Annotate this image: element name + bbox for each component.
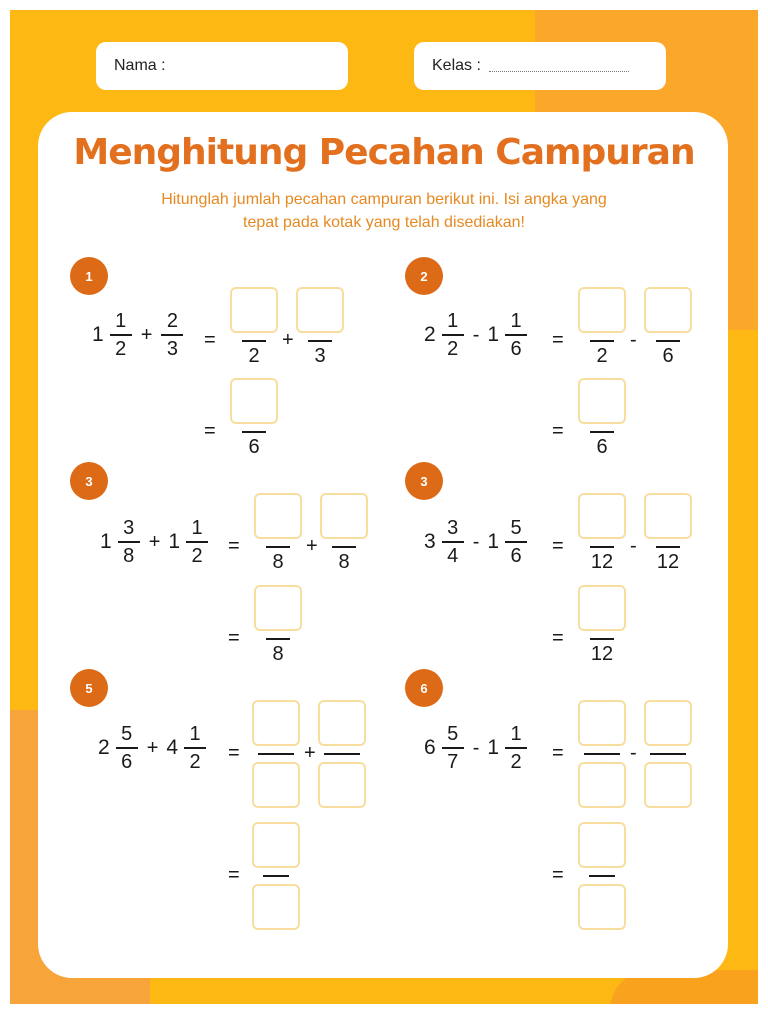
problem-5-result-fraction-line	[263, 875, 289, 877]
problem-6-answer-den-box-1[interactable]	[578, 762, 626, 808]
problem-4-answer-operator: -	[630, 535, 637, 557]
problem-6-term1-denominator: 7	[447, 751, 459, 773]
class-field[interactable]	[414, 42, 666, 90]
problem-4-term1-denominator: 4	[447, 545, 459, 567]
problem-3-answer-fraction-line-2	[332, 546, 356, 548]
problem-5-term2-fraction-bar	[184, 747, 206, 749]
instructions-line-1: Hitunglah jumlah pecahan campuran berikut ini. Isi angka yang	[161, 191, 607, 208]
problem-2-answer-operator: -	[630, 329, 637, 351]
problem-3-result-fraction-line	[266, 638, 290, 640]
problem-5-term2-fraction	[183, 723, 207, 773]
problem-3-answer-fraction-line-1	[266, 546, 290, 548]
problem-3-answer-denominator-2: 8	[338, 551, 350, 573]
problem-2-result-equals-sign: =	[552, 420, 564, 442]
problem-5-term1-denominator: 6	[121, 751, 133, 773]
problem-3-term1-numerator: 3	[123, 517, 135, 539]
problem-6-term1-fraction	[441, 723, 465, 773]
problem-6-term2-denominator: 2	[510, 751, 522, 773]
problem-1-answer-fraction-line-1	[242, 340, 266, 342]
instructions-line-2: tepat pada kotak yang telah disediakan!	[243, 214, 525, 231]
problem-4-expression	[424, 517, 528, 567]
problem-3-term2-whole: 1	[168, 530, 181, 553]
problem-6-answer-box-1[interactable]	[578, 700, 626, 746]
problem-2-term1-denominator: 2	[447, 338, 459, 360]
problem-1-term2-fraction-bar	[161, 334, 183, 336]
problem-2-number-badge: 2	[405, 257, 443, 295]
problem-1-term2-denominator: 3	[166, 338, 178, 360]
problem-3-answer-box-2[interactable]	[320, 493, 368, 539]
problem-2-term1-whole: 2	[424, 323, 436, 346]
problem-1-result-equals-sign: =	[204, 420, 216, 442]
problem-3-term2-fraction-bar	[186, 541, 208, 543]
problem-6-term2-whole: 1	[487, 736, 500, 759]
problem-4-operator: -	[472, 530, 480, 553]
problem-6-result-den-box[interactable]	[578, 884, 626, 930]
problem-1-term1-denominator: 2	[115, 338, 127, 360]
problem-4-answer-box-1[interactable]	[578, 493, 626, 539]
problem-2-term2-numerator: 1	[510, 310, 522, 332]
class-label: Kelas :	[432, 57, 481, 74]
problem-3-term2-numerator: 1	[191, 517, 203, 539]
problem-4-answer-denominator-1: 12	[590, 551, 614, 573]
name-field[interactable]	[96, 42, 348, 90]
problem-5-result-box[interactable]	[252, 822, 300, 868]
problem-2-operator: -	[472, 323, 480, 346]
problem-2-result-box[interactable]	[578, 378, 626, 424]
problem-5-answer-fraction-line-1	[258, 753, 294, 755]
problem-2-term2-fraction-bar	[505, 334, 527, 336]
problem-3-result-box[interactable]	[254, 585, 302, 631]
problem-1-answer-denominator-2: 3	[314, 345, 326, 367]
problem-3-number-badge: 3	[70, 462, 108, 500]
problem-2-term2-denominator: 6	[510, 338, 522, 360]
problem-6-term1-fraction-bar	[442, 747, 464, 749]
problem-1-term1-fraction-bar	[110, 334, 132, 336]
problem-5-term1-whole: 2	[98, 736, 110, 759]
problem-6-expression	[424, 723, 528, 773]
name-label: Nama :	[114, 57, 166, 74]
problem-5-equals-sign: =	[228, 742, 240, 764]
page-title: Menghitung Pecahan Campuran	[73, 132, 695, 173]
problem-4-answer-box-2[interactable]	[644, 493, 692, 539]
problem-5-answer-fraction-line-2	[324, 753, 360, 755]
instructions	[0, 188, 768, 234]
problem-2-expression	[424, 310, 528, 360]
problem-4-answer-denominator-2: 12	[656, 551, 680, 573]
problem-3-term1-whole: 1	[100, 530, 112, 553]
problem-5-answer-operator: +	[304, 742, 316, 764]
problem-3-term2-denominator: 2	[191, 545, 203, 567]
problem-4-number-badge: 3	[405, 462, 443, 500]
problem-3-term1-fraction-bar	[118, 541, 140, 543]
problem-6-answer-fraction-line-1	[584, 753, 620, 755]
problem-5-answer-box-1[interactable]	[252, 700, 300, 746]
problem-6-term2-fraction	[504, 723, 528, 773]
problem-4-answer-fraction-line-1	[590, 546, 614, 548]
problem-4-term1-fraction-bar	[442, 541, 464, 543]
problem-1-equals-sign: =	[204, 329, 216, 351]
problem-2-answer-box-2[interactable]	[644, 287, 692, 333]
problem-1-result-fraction-line	[242, 431, 266, 433]
problem-6-term1-numerator: 5	[447, 723, 459, 745]
problem-5-operator: +	[146, 736, 159, 759]
problem-3-result-equals-sign: =	[228, 627, 240, 649]
problem-5-term2-numerator: 1	[189, 723, 201, 745]
problem-1-answer-box-2[interactable]	[296, 287, 344, 333]
problem-4-result-box[interactable]	[578, 585, 626, 631]
problem-1-number-badge: 1	[70, 257, 108, 295]
problem-6-answer-fraction-line-2	[650, 753, 686, 755]
problem-2-result-denominator: 6	[596, 436, 608, 458]
problem-4-term1-whole: 3	[424, 530, 436, 553]
problem-5-term1-numerator: 5	[121, 723, 133, 745]
problem-1-answer-operator: +	[282, 329, 294, 351]
problem-6-equals-sign: =	[552, 742, 564, 764]
problem-5-answer-den-box-1[interactable]	[252, 762, 300, 808]
problem-1-term2-numerator: 2	[166, 310, 178, 332]
problem-2-term2-whole: 1	[487, 323, 500, 346]
problem-1-term1-numerator: 1	[115, 310, 127, 332]
problem-4-term2-fraction-bar	[505, 541, 527, 543]
problem-2-answer-box-1[interactable]	[578, 287, 626, 333]
problem-5-expression	[98, 723, 207, 773]
problem-2-equals-sign: =	[552, 329, 564, 351]
problem-5-result-equals-sign: =	[228, 864, 240, 886]
problem-1-operator: +	[140, 323, 153, 346]
problem-4-result-fraction-line	[590, 638, 614, 640]
problem-1-answer-box-1[interactable]	[230, 287, 278, 333]
problem-6-result-fraction-line	[589, 875, 615, 877]
problem-3-term1-fraction	[117, 517, 141, 567]
problem-6-operator: -	[472, 736, 480, 759]
problem-6-answer-den-box-2[interactable]	[644, 762, 692, 808]
problem-3-answer-denominator-1: 8	[272, 551, 284, 573]
problem-4-term2-numerator: 5	[510, 517, 522, 539]
problem-1-answer-fraction-line-2	[308, 340, 332, 342]
problem-4-term1-fraction	[441, 517, 465, 567]
problem-1-term1-whole: 1	[92, 323, 104, 346]
problem-4-term2-denominator: 6	[510, 545, 522, 567]
problem-3-answer-operator: +	[306, 535, 318, 557]
problem-2-answer-denominator-2: 6	[662, 345, 674, 367]
class-fill-line	[489, 61, 629, 72]
problem-5-term2-denominator: 2	[189, 751, 201, 773]
problem-5-answer-box-2[interactable]	[318, 700, 366, 746]
problem-2-result-fraction-line	[590, 431, 614, 433]
problem-4-equals-sign: =	[552, 535, 564, 557]
problem-6-term2-fraction-bar	[505, 747, 527, 749]
problem-5-result-den-box[interactable]	[252, 884, 300, 930]
problem-3-answer-box-1[interactable]	[254, 493, 302, 539]
problem-1-term1-fraction	[109, 310, 133, 360]
problem-6-result-equals-sign: =	[552, 864, 564, 886]
problem-2-term1-numerator: 1	[447, 310, 459, 332]
problem-5-term2-whole: 4	[166, 736, 179, 759]
problem-1-term2-fraction	[160, 310, 184, 360]
problem-2-answer-fraction-line-2	[656, 340, 680, 342]
problem-3-result-denominator: 8	[272, 643, 284, 665]
problem-1-result-box[interactable]	[230, 378, 278, 424]
problem-6-result-box[interactable]	[578, 822, 626, 868]
problem-2-answer-denominator-1: 2	[596, 345, 608, 367]
problem-5-term1-fraction-bar	[116, 747, 138, 749]
problem-4-term2-fraction	[504, 517, 528, 567]
problem-4-term1-numerator: 3	[447, 517, 459, 539]
problem-6-term1-whole: 6	[424, 736, 436, 759]
problem-1-result-denominator: 6	[248, 436, 260, 458]
problem-5-number-badge: 5	[70, 669, 108, 707]
problem-3-term2-fraction	[185, 517, 209, 567]
problem-3-operator: +	[148, 530, 161, 553]
problem-4-result-denominator: 12	[590, 643, 614, 665]
problem-6-answer-operator: -	[630, 742, 637, 764]
problem-2-term2-fraction	[504, 310, 528, 360]
problem-1-expression	[92, 310, 184, 360]
problem-2-term1-fraction-bar	[442, 334, 464, 336]
problem-6-answer-box-2[interactable]	[644, 700, 692, 746]
problem-5-term1-fraction	[115, 723, 139, 773]
problem-4-result-equals-sign: =	[552, 627, 564, 649]
problem-3-expression	[100, 517, 209, 567]
problem-5-answer-den-box-2[interactable]	[318, 762, 366, 808]
problem-4-answer-fraction-line-2	[656, 546, 680, 548]
problem-4-term2-whole: 1	[487, 530, 500, 553]
problem-1-answer-denominator-1: 2	[248, 345, 260, 367]
problem-6-term2-numerator: 1	[510, 723, 522, 745]
problem-6-number-badge: 6	[405, 669, 443, 707]
problem-3-equals-sign: =	[228, 535, 240, 557]
problem-2-answer-fraction-line-1	[590, 340, 614, 342]
problem-2-term1-fraction	[441, 310, 465, 360]
problem-3-term1-denominator: 8	[123, 545, 135, 567]
